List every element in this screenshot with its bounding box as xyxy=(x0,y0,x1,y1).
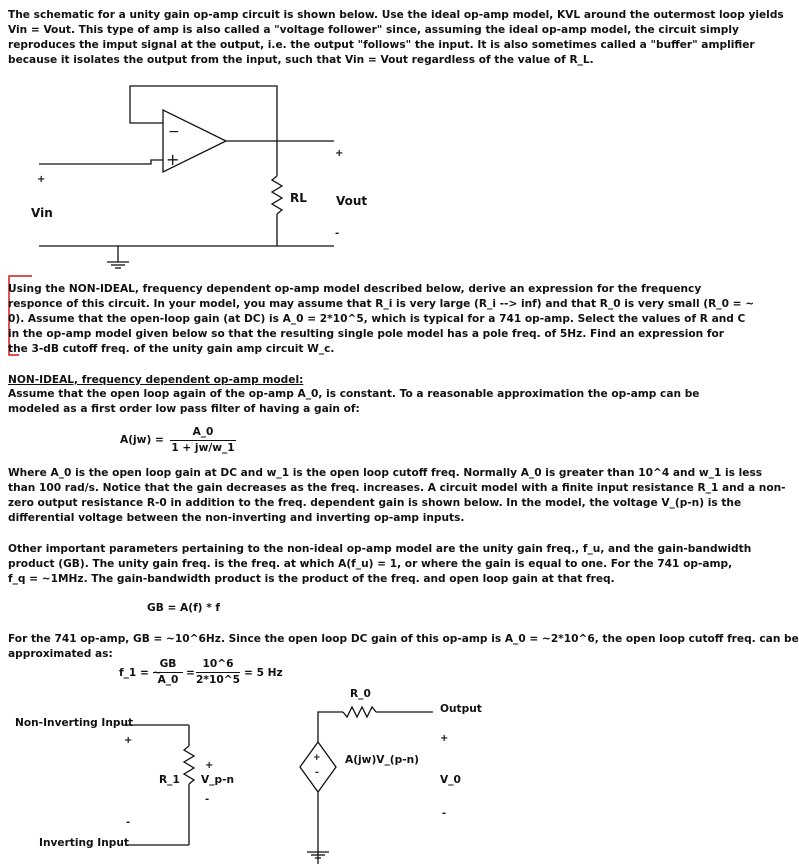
input-minus: - xyxy=(126,817,131,828)
f1-result: = 5 Hz xyxy=(244,667,283,679)
output-label: Output xyxy=(440,703,482,715)
frac2-denominator: 2*10^5 xyxy=(196,674,240,686)
r1-label: R_1 xyxy=(159,774,180,786)
para-line: Where A_0 is the open loop gain at DC and w_1 is the open loop cutoff freq. Normally A_0 is greater than 10^4 and w_1 is less xyxy=(8,467,763,479)
fraction-bar xyxy=(196,672,240,673)
intro-line: Vin = Vout. This type of amp is also called a "voltage follower" since, assuming the ideal op-amp model, the circuit simply xyxy=(8,24,739,36)
para-line: Other important parameters pertaining to the non-ideal op-amp model are the unity gain freq., f_u, and the gain-bandwidth xyxy=(8,543,752,555)
equals-sign: = xyxy=(186,667,195,679)
source-minus: - xyxy=(315,768,319,778)
input-wire xyxy=(39,160,163,164)
feedback-wire xyxy=(130,86,277,141)
vin-label: Vin xyxy=(31,206,53,220)
opamp-minus-sign: − xyxy=(168,124,180,140)
f1-lhs: f_1 = ~ xyxy=(119,667,162,679)
noninverting-input-label: Non-Inverting Input xyxy=(15,717,134,729)
v0-label: V_0 xyxy=(440,774,461,786)
intro-line: The schematic for a unity gain op-amp circuit is shown below. Use the ideal op-amp model, KVL around the outermost loop yields xyxy=(8,9,784,21)
dependent-source xyxy=(300,742,336,792)
intro-line: reproduces the imput signal at the output, i.e. the output "follows" the input. It is also sometimes called a "buffer" amplifier xyxy=(8,39,755,51)
para-line: For the 741 op-amp, GB = ~10^6Hz. Since the open loop DC gain of this op-amp is A_0 = ~2*10^6, the open loop cutoff freq. can be xyxy=(8,633,799,645)
load-resistor xyxy=(272,176,282,214)
inverting-input-label: Inverting Input xyxy=(39,837,129,849)
para-line: differential voltage between the non-inverting and inverting op-amp inputs. xyxy=(8,512,465,524)
fraction-bar xyxy=(153,672,183,673)
gain-equation-numerator: A_0 xyxy=(192,426,214,438)
rl-label: RL xyxy=(290,191,307,205)
gain-equation-denominator: 1 + jw/w_1 xyxy=(171,442,235,454)
gain-equation-lhs: A(jw) = xyxy=(120,434,164,446)
frac2-numerator: 10^6 xyxy=(202,658,234,670)
para-line: zero output resistance R-0 in addition to the freq. dependent gain is shown below. In the model, the voltage V_(p-n) is the xyxy=(8,497,742,509)
question-line: the 3-dB cutoff freq. of the unity gain amp circuit W_c. xyxy=(8,343,335,355)
frac1-denominator: A_0 xyxy=(157,674,179,686)
para-line: approximated as: xyxy=(8,648,113,660)
source-plus: + xyxy=(313,753,321,763)
model-line: modeled as a first order low pass filter of having a gain of: xyxy=(8,403,360,415)
model-heading: NON-IDEAL, frequency dependent op-amp model: xyxy=(8,374,304,386)
frac1-numerator: GB xyxy=(159,658,177,670)
vin-plus: + xyxy=(37,174,46,185)
voltage-follower-schematic xyxy=(39,86,334,268)
intro-line: because it isolates the output from the input, such that Vin = Vout regardless of the value of R_L. xyxy=(8,54,594,66)
output-minus: - xyxy=(442,808,447,819)
output-resistor xyxy=(343,707,376,717)
gb-equation: GB = A(f) * f xyxy=(147,602,221,614)
question-line: Using the NON-IDEAL, frequency dependent op-amp model described below, derive an expression for the frequency xyxy=(8,283,702,295)
question-line: 0). Assume that the open-loop gain (at DC) is A_0 = 2*10^5, which is typical for a 741 op-amp. Select the values of R and C xyxy=(8,313,746,325)
vout-label: Vout xyxy=(336,194,368,208)
input-plus: + xyxy=(124,735,133,746)
vpn-minus: - xyxy=(205,794,210,805)
opamp-plus-sign: + xyxy=(166,150,180,169)
vpn-plus: + xyxy=(205,760,214,771)
input-resistor xyxy=(184,746,194,784)
para-line: than 100 rad/s. Notice that the gain decreases as the freq. increases. A circuit model with a finite input resistance R_1 and a non- xyxy=(8,482,786,494)
r0-label: R_0 xyxy=(350,688,371,700)
para-line: product (GB). The unity gain freq. is the freq. at which A(f_u) = 1, or where the gain is equal to one. For the 741 op-amp, xyxy=(8,558,733,570)
output-plus: + xyxy=(440,733,449,744)
fraction-bar xyxy=(170,440,236,441)
vout-plus: + xyxy=(335,148,344,159)
vout-minus: - xyxy=(335,228,340,239)
para-line: f_q = ~1MHz. The gain-bandwidth product is the product of the freq. and open loop gain at that freq. xyxy=(8,573,615,585)
dependent-source-label: A(jw)V_(p-n) xyxy=(345,754,420,766)
question-line: in the op-amp model given below so that the resulting single pole model has a pole freq. of 5Hz. Find an expression for xyxy=(8,328,724,340)
model-line: Assume that the open loop again of the op-amp A_0, is constant. To a reasonable approximation the op-amp can be xyxy=(8,388,700,400)
question-line: responce of this circuit. In your model, you may assume that R_i is very large (R_i --> inf) and that R_0 is very small (R_0 = ~ xyxy=(8,298,755,310)
vpn-label: V_p-n xyxy=(201,774,235,786)
